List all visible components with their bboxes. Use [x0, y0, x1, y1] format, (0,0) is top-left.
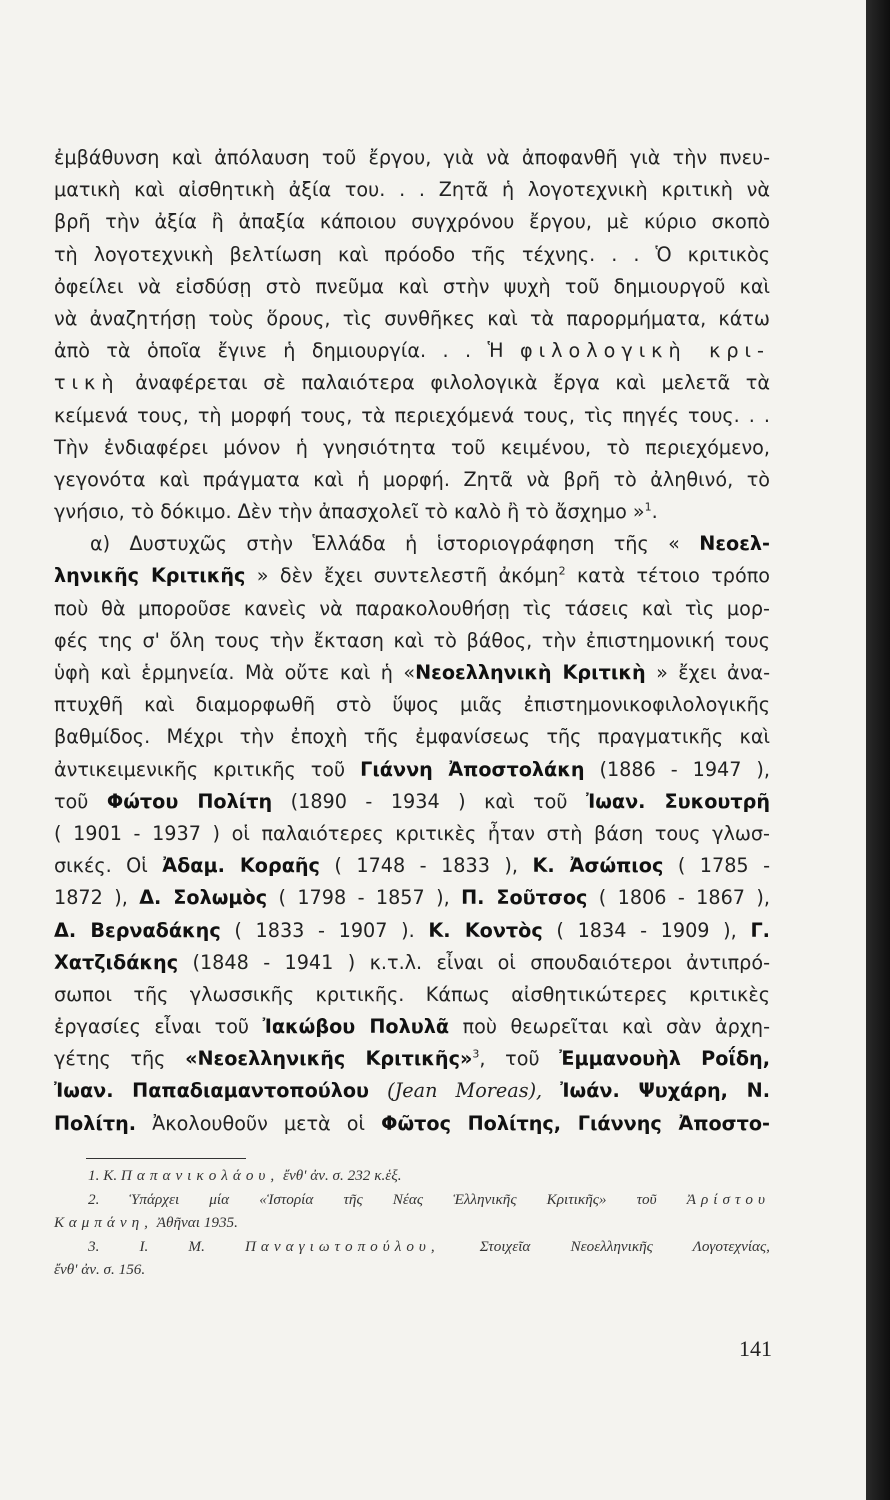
- text-run: ὑφὴ καὶ ἑρμηνεία. Μὰ οὔτε καὶ ἡ «: [54, 661, 416, 684]
- text-line: πτυχθῆ καὶ διαμορφωθῆ στὸ ὕψος μιᾶς ἐπιστημονικοφιλολογικῆς: [54, 693, 770, 717]
- text-run: ( 1833 - 1907 ).: [234, 918, 415, 942]
- text-line: κείμενά τους, τὴ μορφή τους, τὰ περιεχόμενά τους, τὶς πηγές τους. . .: [54, 403, 770, 427]
- text-line: γεγονότα καὶ πράγματα καὶ ἡ μορφή. Ζητᾶ νὰ βρῆ τὸ ἀληθινό, τὸ: [54, 467, 770, 491]
- text-line: βαθμίδος. Μέχρι τὴν ἐποχὴ τῆς ἐμφανίσεως τῆς πραγματικῆς καὶ: [54, 725, 770, 749]
- text-line: Τὴν ἐνδιαφέρει μόνον ἡ γνησιότητα τοῦ κειμένου, τὸ περιεχόμενο,: [54, 435, 770, 459]
- bold-term: Δ. Σολωμὸς: [139, 886, 268, 910]
- bold-term: Γ.: [750, 918, 770, 942]
- text-line: ὀφείλει νὰ εἰσδύσῃ στὸ πνεῦμα καὶ στὴν ψυχὴ τοῦ δημιουργοῦ καὶ: [54, 274, 770, 298]
- text-line: [54, 850, 770, 882]
- text-run: κατὰ τέτοιο τρόπο: [565, 564, 770, 588]
- text-line: [54, 1011, 770, 1043]
- text-line: [54, 1108, 770, 1140]
- text-line: ( 1901 - 1937 ) οἱ παλαιότερες κριτικὲς ἦταν στὴ βάση τους γλωσ-: [54, 821, 770, 845]
- footnotes: [54, 1164, 770, 1282]
- bold-term: Ἐμμανουὴλ Ροΐδη,: [559, 1047, 771, 1071]
- footnote-1: [54, 1164, 770, 1188]
- bold-term: Φώτου Πολίτη: [106, 789, 273, 813]
- text-line: ἐμβάθυνση καὶ ἀπόλαυση τοῦ ἔργου, γιὰ νὰ ἀποφανθῆ γιὰ τὴν πνευ-: [54, 146, 770, 169]
- bold-term: «Νεοελληνικῆς Κριτικῆς»: [185, 1047, 473, 1071]
- text-line: σωποι τῆς γλωσσικῆς κριτικῆς. Κάπως αἰσθητικώτερες κριτικὲς: [54, 982, 770, 1006]
- text-run: ποὺ θεωρεῖται καὶ σὰν ἀρχη-: [462, 1015, 771, 1039]
- footnote-2-cont: [54, 1211, 770, 1235]
- text-run: ἀπὸ τὰ ὁποῖα ἔγινε ἡ δημιουργία. . . Ἡ: [54, 339, 504, 363]
- text-line: [54, 528, 770, 560]
- bold-term: ληνικῆς Κριτικῆς: [54, 564, 246, 588]
- bold-term: Ἰωάν. Ψυχάρη, Ν.: [560, 1079, 770, 1103]
- text-run: γνήσιο, τὸ δόκιμο. Δὲν τὴν ἀπασχολεῖ τὸ καλὸ ἢ τὸ ἄσχημο »: [54, 500, 645, 524]
- footnote-text: 2. Ὑπάρχει μία «Ἱστορία τῆς Νέας Ἑλληνικῆς Κριτικῆς» τοῦ: [88, 1190, 687, 1208]
- body-text: [54, 142, 770, 1140]
- text-run: 1872 ),: [54, 886, 128, 910]
- text-run: σικές. Οἱ: [54, 854, 148, 878]
- bold-term: Κ. Ἀσώπιος: [532, 854, 664, 878]
- footnote-author: Καμπάνη,: [54, 1214, 153, 1232]
- footnote-author: Ἀρίστου: [686, 1190, 770, 1208]
- text-run: ( 1748 - 1833 ),: [334, 854, 518, 878]
- text-line: ποὺ θὰ μποροῦσε κανεὶς νὰ παρακολουθήσῃ τὶς τάσεις καὶ τὶς μορ-: [54, 596, 770, 620]
- text-run: ( 1798 - 1857 ),: [278, 886, 450, 910]
- text-line: βρῆ τὴν ἀξία ἢ ἀπαξία κάποιου συγχρόνου ἔργου, μὲ κύριο σκοπὸ: [54, 210, 770, 234]
- text-line: φές της σ' ὅλη τους τὴν ἔκταση καὶ τὸ βάθος, τὴν ἐπιστημονική τους: [54, 628, 770, 652]
- footnote-divider: [86, 1158, 246, 1159]
- text-line: [54, 335, 770, 367]
- bold-term: Ἰωαν. Παπαδιαμαντοπούλου: [54, 1079, 370, 1103]
- bold-term: Φῶτος Πολίτης, Γιάννης Ἀποστο-: [381, 1111, 771, 1135]
- text-run: ( 1834 - 1909 ),: [556, 918, 737, 942]
- text-run: , τοῦ: [479, 1047, 540, 1071]
- bold-term: Νεοελληνικὴ Κριτικὴ: [415, 661, 646, 684]
- text-run: » ἔχει ἀνα-: [645, 661, 770, 684]
- text-run: ἀντικειμενικῆς κριτικῆς τοῦ: [54, 757, 346, 781]
- spaced-emphasis: τικὴ: [54, 371, 120, 395]
- bold-term: Χατζιδάκης: [54, 950, 179, 974]
- footnote-text: 1. Κ.: [88, 1167, 121, 1184]
- bold-term: Νεοελ-: [699, 532, 770, 556]
- text-line: τὴ λογοτεχνικὴ βελτίωση καὶ πρόοδο τῆς τέχνης. . . Ὁ κριτικὸς: [54, 242, 770, 266]
- spaced-emphasis: φιλολογικὴ κρι-: [520, 339, 770, 363]
- bold-term: Ἰακώβου Πολυλᾶ: [262, 1015, 450, 1039]
- italic-term: (Jean Moreas),: [387, 1079, 543, 1103]
- text-run: ἀναφέρεται σὲ παλαιότερα φιλολογικὰ ἔργα καὶ μελετᾶ τὰ: [119, 371, 770, 395]
- footnote-text: Στοιχεῖα Νεοελληνικῆς Λογοτεχνίας,: [439, 1237, 770, 1255]
- footnote-ref: 1: [644, 500, 652, 514]
- text-run: τοῦ: [54, 789, 89, 813]
- footnote-text: 3. Ι. Μ.: [88, 1237, 245, 1255]
- text-run: ( 1806 - 1867 ),: [598, 886, 770, 910]
- text-line: [54, 947, 770, 979]
- text-line: νὰ ἀναζητήσῃ τοὺς ὅρους, τὶς συνθῆκες καὶ τὰ παρορμήματα, κάτω: [54, 306, 770, 330]
- text-run: α) Δυστυχῶς στὴν Ἑλλάδα ἡ ἱστοριογράφηση τῆς «: [90, 532, 680, 556]
- footnote-3: [54, 1235, 770, 1259]
- text-line: [54, 560, 770, 592]
- footnote-ref: 3: [472, 1047, 480, 1061]
- text-run: .: [651, 500, 658, 524]
- text-line: [54, 786, 770, 818]
- page-number: 141: [739, 1336, 772, 1361]
- footnote-ref: 2: [558, 565, 566, 579]
- bold-term: Ἀδαμ. Κοραῆς: [162, 854, 320, 878]
- text-run: Ἀκολουθοῦν μετὰ οἱ: [136, 1111, 366, 1135]
- text-line: [54, 1043, 770, 1075]
- footnote-text: ἔνθ' ἀν. σ. 232 κ.ἑξ.: [279, 1167, 402, 1184]
- text-line: [54, 882, 770, 914]
- text-run: » δὲν ἔχει συντελεστῆ ἀκόμη: [245, 564, 559, 588]
- text-line: [54, 1075, 770, 1107]
- text-line: [54, 367, 770, 399]
- text-line: ματικὴ καὶ αἰσθητικὴ ἀξία του. . . Ζητᾶ ἡ λογοτεχνικὴ κριτικὴ νὰ: [54, 178, 770, 202]
- book-edge: [866, 0, 890, 1500]
- bold-term: Δ. Βερναδάκης: [54, 918, 221, 942]
- footnote-text: Ἀθῆναι 1935.: [152, 1214, 238, 1232]
- text-line: [54, 496, 770, 528]
- bold-term: Κ. Κοντὸς: [428, 918, 543, 942]
- bold-term: Π. Σοῦτσος: [461, 886, 588, 910]
- bold-term: Γιάννη Ἀποστολάκη: [360, 757, 585, 781]
- text-run: ἐργασίες εἶναι τοῦ: [54, 1015, 250, 1039]
- text-line: [54, 657, 770, 689]
- footnote-2: [54, 1188, 770, 1212]
- text-run: γέτης τῆς: [54, 1047, 166, 1071]
- text-line: [54, 915, 770, 947]
- footnote-author: Παπανικολάου,: [120, 1167, 280, 1184]
- bold-term: Ἰωαν. Συκουτρῆ: [585, 789, 771, 813]
- text-run: ( 1785 -: [677, 854, 771, 878]
- text-run: (1848 - 1941 ) κ.τ.λ. εἶναι οἱ σπουδαιότεροι ἀντιπρό-: [192, 950, 770, 974]
- text-run: (1886 - 1947 ),: [599, 757, 770, 781]
- footnote-author: Παναγιωτοπούλου,: [244, 1237, 440, 1255]
- text-line: [54, 754, 770, 786]
- footnote-3-cont: ἔνθ' ἀν. σ. 156.: [54, 1261, 146, 1279]
- text-run: (1890 - 1934 ) καὶ τοῦ: [290, 789, 568, 813]
- bold-term: Πολίτη.: [54, 1111, 137, 1135]
